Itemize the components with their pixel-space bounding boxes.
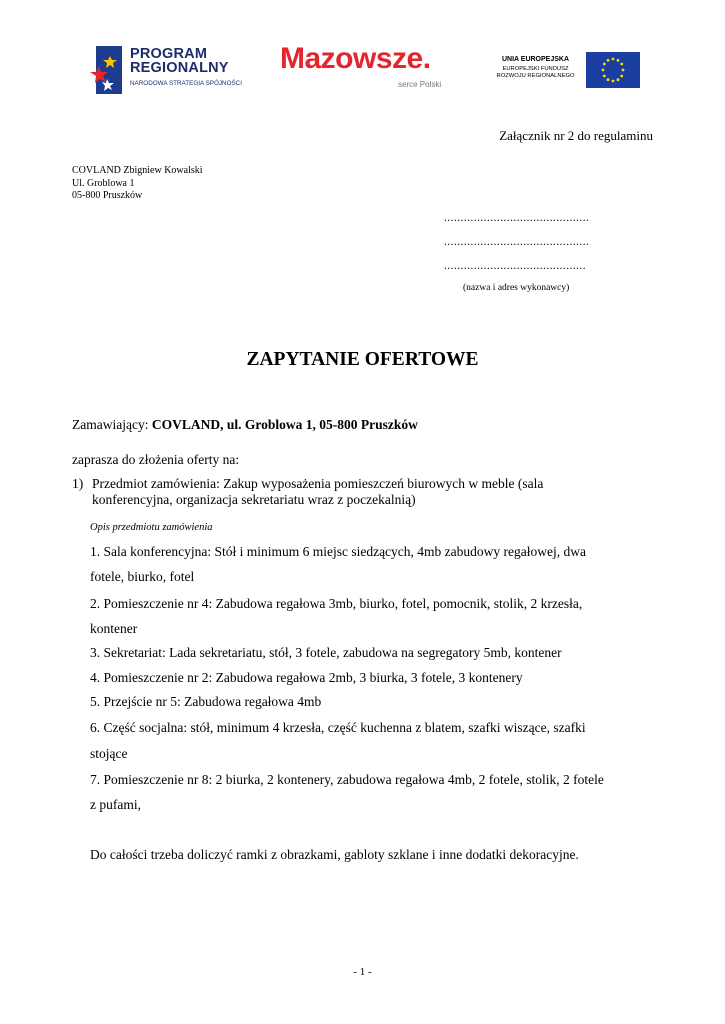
item1-number: 1) <box>72 476 84 491</box>
description-line: 3. Sekretariat: Lada sekretariatu, stół, 3 fotele, zabudowa na segregatory 5mb, kontener <box>90 645 562 660</box>
closing-note: Do całości trzeba doliczyć ramki z obrazkami, gabloty szklane i inne dodatki dekoracyjne. <box>90 847 579 862</box>
buyer-value: COVLAND, ul. Groblowa 1, 05-800 Pruszków <box>151 417 418 432</box>
description-line: kontener <box>90 621 138 636</box>
program-logo-subtitle: NARODOWA STRATEGIA SPÓJNOŚCI <box>130 80 242 87</box>
eu-logo-title: UNIA EUROPEJSKA <box>501 56 570 63</box>
eu-logo <box>488 52 640 88</box>
mazowsze-tagline: serce Polski <box>398 80 442 89</box>
program-regionalny-emblem-icon <box>88 42 126 98</box>
description-line: 5. Przejście nr 5: Zabudowa regałowa 4mb <box>90 694 322 709</box>
sender-name: COVLAND Zbigniew Kowalski <box>72 165 203 176</box>
description-line: 1. Sala konferencyjna: Stół i minimum 6 miejsc siedzących, 4mb zabudowy regałowej, dwa <box>90 544 586 559</box>
eu-logo-line1: EUROPEJSKI FUNDUSZ <box>502 66 569 72</box>
sender-city: 05-800 Pruszków <box>72 190 143 201</box>
document-title: ZAPYTANIE OFERTOWE <box>246 349 479 370</box>
description-line: 2. Pomieszczenie nr 4: Zabudowa regałowa 3mb, biurko, fotel, pomocnik, stolik, 2 krzesła, <box>90 596 583 611</box>
buyer-label: Zamawiający: <box>72 417 152 432</box>
recipient-caption: (nazwa i adres wykonawcy) <box>463 283 570 293</box>
description-line: 7. Pomieszczenie nr 8: 2 biurka, 2 kontenery, zabudowa regałowa 4mb, 2 fotele, stolik, 2 fotele <box>90 772 604 787</box>
description-line: 6. Część socjalna: stół, minimum 4 krzesła, część kuchenna z blatem, szafki wiszące, szafki <box>90 720 586 735</box>
invitation-text: zaprasza do złożenia oferty na: <box>72 452 240 467</box>
item1-line1: Przedmiot zamówienia: Zakup wyposażenia pomieszczeń biurowych w meble (sala <box>92 476 544 491</box>
mazowsze-wordmark: Mazowsze. <box>280 42 431 75</box>
sender-street: Ul. Groblowa 1 <box>72 177 135 189</box>
program-regionalny-logo <box>88 42 268 100</box>
description-line: z pufami, <box>90 797 141 812</box>
eu-flag-icon <box>586 52 640 88</box>
item1-line2: konferencyjna, organizacja sekretariatu wraz z poczekalnią) <box>92 492 416 507</box>
eu-logo-line2: ROZWOJU REGIONALNEGO <box>496 73 575 79</box>
description-line: stojące <box>90 746 128 761</box>
attachment-note: Załącznik nr 2 do regulaminu <box>499 128 653 143</box>
program-logo-line2: REGIONALNY <box>130 60 229 76</box>
buyer-line <box>72 417 418 433</box>
recipient-line-1: ............................................ <box>444 210 590 224</box>
item1-text <box>92 476 632 508</box>
recipient-line-2: ............................................ <box>444 234 590 248</box>
recipient-line-3: ........................................... <box>444 258 586 272</box>
description-label: Opis przedmiotu zamówienia <box>90 522 213 533</box>
description-line: 4. Pomieszczenie nr 2: Zabudowa regałowa 2mb, 3 biurka, 3 fotele, 3 kontenery <box>90 670 523 685</box>
sender-address <box>72 165 203 203</box>
page-number: - 1 - <box>353 966 372 978</box>
description-line: fotele, biurko, fotel <box>90 569 195 584</box>
mazowsze-logo <box>278 42 468 94</box>
program-logo-line1: PROGRAM <box>130 46 208 62</box>
